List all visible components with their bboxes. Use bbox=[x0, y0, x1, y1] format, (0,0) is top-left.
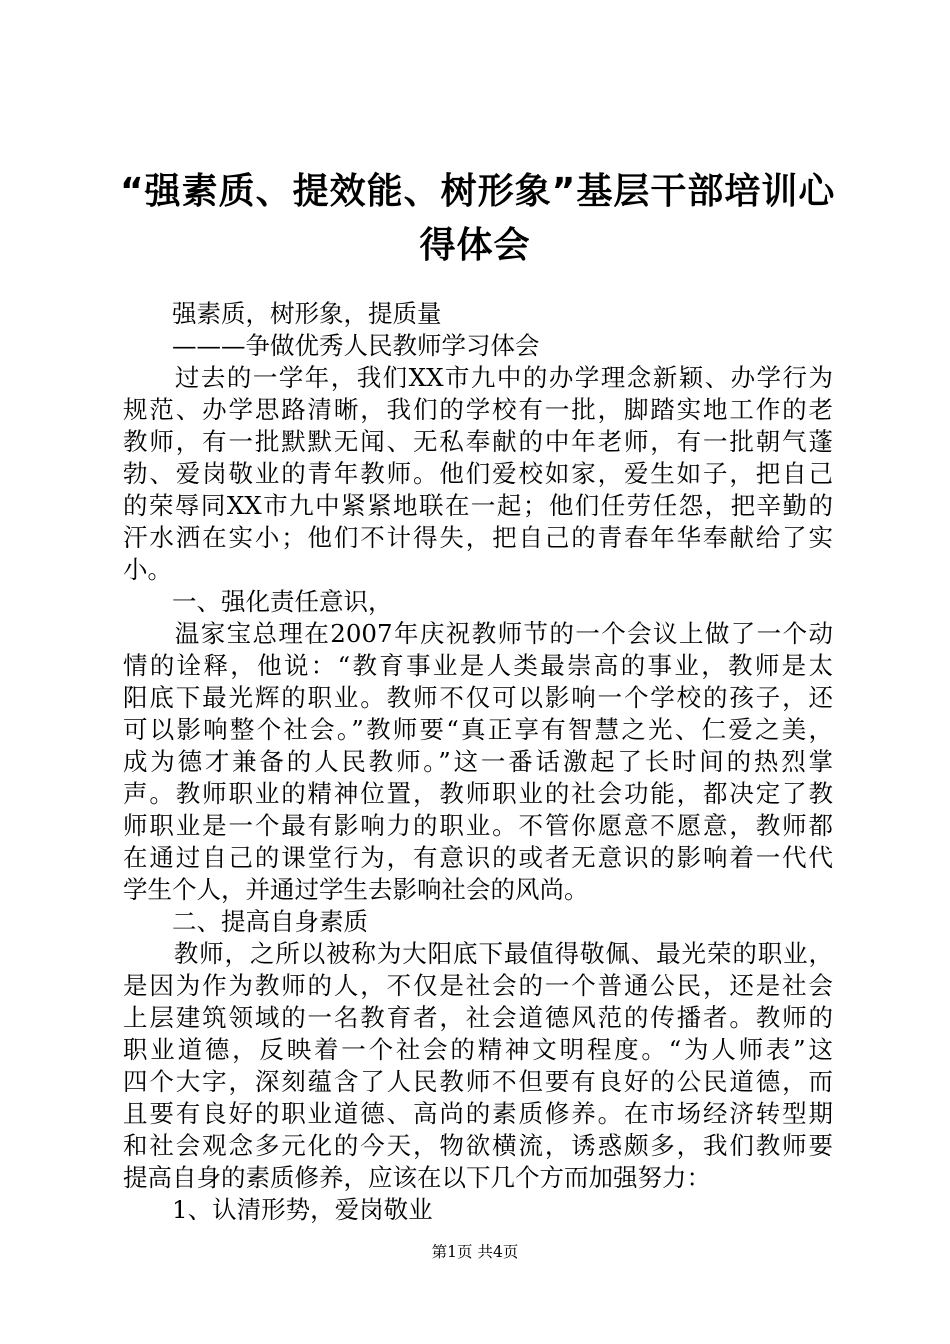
body-line: 是因为作为教师的人，不仅是社会的一个普通公民，还是社会 bbox=[123, 971, 833, 1000]
body-line: 可以影响整个社会。”教师要“真正享有智慧之光、仁爱之美， bbox=[123, 715, 833, 744]
body-line: 规范、办学思路清晰，我们的学校有一批，脚踏实地工作的老 bbox=[123, 395, 833, 424]
body-line: 情的诠释，他说：“教育事业是人类最崇高的事业，教师是太 bbox=[123, 651, 833, 680]
document-title-line-2: 得体会 bbox=[419, 225, 531, 266]
body-line: 学生个人，并通过学生去影响社会的风尚。 bbox=[123, 875, 589, 904]
body-line: 温家宝总理在2007年庆祝教师节的一个会议上做了一个动 bbox=[123, 619, 833, 648]
document-title-line-1: “强素质、提效能、树形象”基层干部培训心 bbox=[120, 171, 836, 212]
body-line: 教师，之所以被称为大阳底下最值得敬佩、最光荣的职业， bbox=[123, 939, 833, 968]
body-line: 提高自身的素质修养，应该在以下几个方而加强努力： bbox=[123, 1163, 711, 1192]
body-line: 勃、爱岗敬业的青年教师。他们爱校如家，爱生如子，把自己 bbox=[123, 459, 833, 488]
body-line: 声。教师职业的精神位置，教师职业的社会功能，都决定了教 bbox=[123, 779, 833, 808]
body-line: ———争做优秀人民教师学习体会 bbox=[123, 331, 540, 360]
body-line: 师职业是一个最有影响力的职业。不管你愿意不愿意，教师都 bbox=[123, 811, 833, 840]
body-line: 职业道德，反映着一个社会的精神文明程度。“为人师表”这 bbox=[123, 1035, 833, 1064]
body-line: 成为德才兼备的人民教师。”这一番话激起了长时间的热烈掌 bbox=[123, 747, 833, 776]
body-line: 和社会观念多元化的今天，物欲横流，诱惑颇多，我们教师要 bbox=[123, 1131, 833, 1160]
body-line: 强素质，树形象，提质量 bbox=[123, 299, 442, 328]
section-heading-2: 二、提高自身素质 bbox=[123, 907, 368, 936]
subsection-heading-1: 1、认清形势，爱岗敬业 bbox=[123, 1195, 433, 1224]
section-heading-1: 一、强化责任意识， bbox=[123, 587, 393, 616]
body-line: 阳底下最光辉的职业。教师不仅可以影响一个学校的孩子，还 bbox=[123, 683, 833, 712]
body-line: 的荣辱同XX市九中紧紧地联在一起；他们任劳任怨，把辛勤的 bbox=[123, 491, 833, 520]
page-number-footer: 第1页 共4页 bbox=[431, 1243, 519, 1261]
body-line: 且要有良好的职业道德、高尚的素质修养。在市场经济转型期 bbox=[123, 1099, 833, 1128]
body-line: 小。 bbox=[123, 555, 172, 584]
body-line: 在通过自己的课堂行为，有意识的或者无意识的影响着一代代 bbox=[123, 843, 833, 872]
body-line: 上层建筑领域的一名教育者，社会道德风范的传播者。教师的 bbox=[123, 1003, 833, 1032]
body-line: 汗水洒在实小；他们不计得失，把自己的青春年华奉献给了实 bbox=[123, 523, 833, 552]
body-line: 四个大字，深刻蕴含了人民教师不但要有良好的公民道德，而 bbox=[123, 1067, 833, 1096]
body-line: 教师，有一批默默无闻、无私奉献的中年老师，有一批朝气蓬 bbox=[123, 427, 833, 456]
body-line: 过去的一学年，我们XX市九中的办学理念新颖、办学行为 bbox=[123, 363, 833, 392]
